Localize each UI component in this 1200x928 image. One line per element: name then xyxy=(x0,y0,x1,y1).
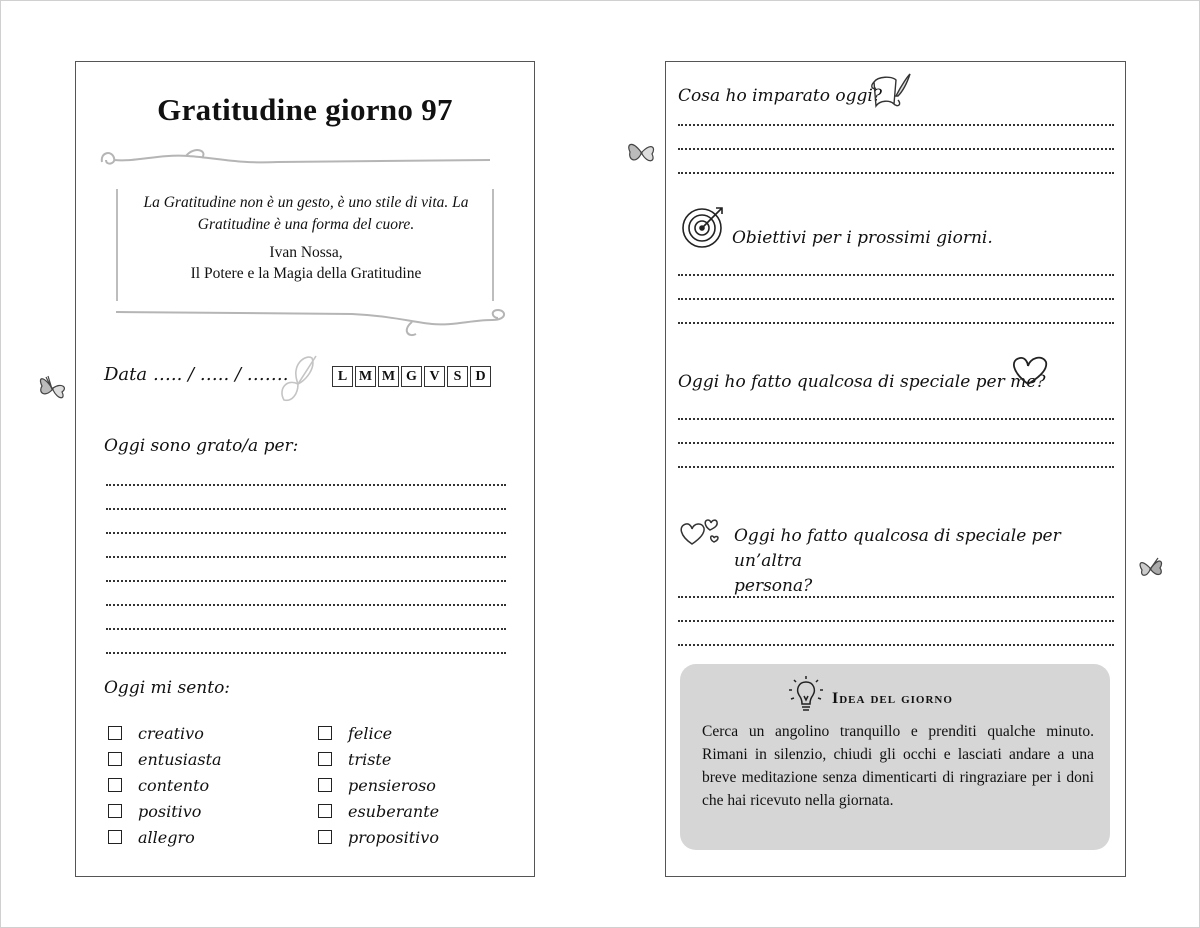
writing-line[interactable] xyxy=(106,604,506,606)
checkbox[interactable] xyxy=(108,830,122,844)
day-box-l[interactable]: L xyxy=(332,366,353,387)
top-flourish xyxy=(98,142,498,172)
target-icon xyxy=(680,204,726,250)
right-page xyxy=(665,61,1126,877)
quote-source: Il Potere e la Magia della Gratitudine xyxy=(190,265,422,282)
page-title: Gratitudine giorno 97 xyxy=(157,92,453,127)
special-me-label: Oggi ho fatto qualcosa di speciale per me? xyxy=(678,372,1046,392)
butterfly-icon xyxy=(624,136,658,168)
date-field[interactable]: Data ….. / ….. / ……. xyxy=(104,364,289,385)
lightbulb-icon xyxy=(786,674,826,714)
idea-text: Cerca un angolino tranquillo e prenditi qualche minuto. Rimani in silenzio, chiudi gli occhi e lasciati andare a una breve meditazione senza dimenticarti di ringraziare per i doni che hai ricevuto nella giornata. xyxy=(702,723,1094,809)
quote-author-name: Ivan Nossa, xyxy=(269,244,343,261)
writing-line[interactable] xyxy=(678,148,1114,150)
feeling-option[interactable]: esuberante xyxy=(318,798,439,824)
feeling-option[interactable]: triste xyxy=(318,746,439,772)
feeling-option[interactable]: allegro xyxy=(108,824,222,850)
checkbox[interactable] xyxy=(318,778,332,792)
writing-line[interactable] xyxy=(678,274,1114,276)
writing-line[interactable] xyxy=(106,532,506,534)
feeling-option[interactable]: entusiasta xyxy=(108,746,222,772)
day-box-g[interactable]: G xyxy=(401,366,422,387)
day-box-m[interactable]: M xyxy=(355,366,376,387)
writing-line[interactable] xyxy=(678,172,1114,174)
feeling-option[interactable]: propositivo xyxy=(318,824,439,850)
writing-line[interactable] xyxy=(678,620,1114,622)
feel-label: Oggi mi sento: xyxy=(104,678,231,698)
goals-label: Obiettivi per i prossimi giorni. xyxy=(732,228,993,248)
special-other-line-2: persona? xyxy=(734,576,813,596)
checkbox[interactable] xyxy=(318,726,332,740)
checkbox[interactable] xyxy=(318,830,332,844)
left-page xyxy=(75,61,535,877)
writing-line[interactable] xyxy=(678,322,1114,324)
day-box-v[interactable]: V xyxy=(424,366,445,387)
butterfly-icon xyxy=(1136,554,1166,582)
heart-icon xyxy=(1008,352,1050,388)
feelings-column-right xyxy=(318,720,439,850)
writing-line[interactable] xyxy=(106,628,506,630)
checkbox[interactable] xyxy=(108,752,122,766)
checkbox[interactable] xyxy=(318,804,332,818)
writing-line[interactable] xyxy=(106,508,506,510)
writing-line[interactable] xyxy=(678,442,1114,444)
feeling-option[interactable]: positivo xyxy=(108,798,222,824)
writing-line[interactable] xyxy=(678,124,1114,126)
writing-line[interactable] xyxy=(678,466,1114,468)
feeling-option[interactable]: contento xyxy=(108,772,222,798)
butterfly-icon xyxy=(36,372,70,404)
bottom-flourish xyxy=(112,300,512,340)
idea-box xyxy=(680,664,1110,850)
special-other-label xyxy=(734,524,1125,599)
feeling-option[interactable]: pensieroso xyxy=(318,772,439,798)
writing-line[interactable] xyxy=(678,298,1114,300)
learned-label: Cosa ho imparato oggi? xyxy=(678,86,882,106)
quote-text: La Gratitudine non è un gesto, è uno stile di vita. La Gratitudine è una forma del cuore. xyxy=(143,194,469,233)
day-box-m2[interactable]: M xyxy=(378,366,399,387)
checkbox[interactable] xyxy=(108,778,122,792)
writing-line[interactable] xyxy=(678,596,1114,598)
quote-author xyxy=(126,242,486,284)
day-box-s[interactable]: S xyxy=(447,366,468,387)
checkbox[interactable] xyxy=(108,804,122,818)
hearts-icon xyxy=(678,514,724,550)
idea-title: Idea del giorno xyxy=(832,690,953,707)
writing-line[interactable] xyxy=(106,580,506,582)
day-box-d[interactable]: D xyxy=(470,366,491,387)
feelings-column-left xyxy=(108,720,222,850)
scroll-quill-icon xyxy=(868,70,912,114)
feeling-option[interactable]: creativo xyxy=(108,720,222,746)
grateful-label: Oggi sono grato/a per: xyxy=(104,436,299,456)
writing-line[interactable] xyxy=(106,484,506,486)
writing-line[interactable] xyxy=(678,418,1114,420)
special-other-line-1: Oggi ho fatto qualcosa di speciale per un’altra xyxy=(734,526,1061,571)
weekday-boxes xyxy=(332,366,491,387)
butterfly-icon xyxy=(276,354,322,406)
writing-line[interactable] xyxy=(106,652,506,654)
checkbox[interactable] xyxy=(318,752,332,766)
checkbox[interactable] xyxy=(108,726,122,740)
feeling-option[interactable]: felice xyxy=(318,720,439,746)
writing-line[interactable] xyxy=(106,556,506,558)
writing-line[interactable] xyxy=(678,644,1114,646)
